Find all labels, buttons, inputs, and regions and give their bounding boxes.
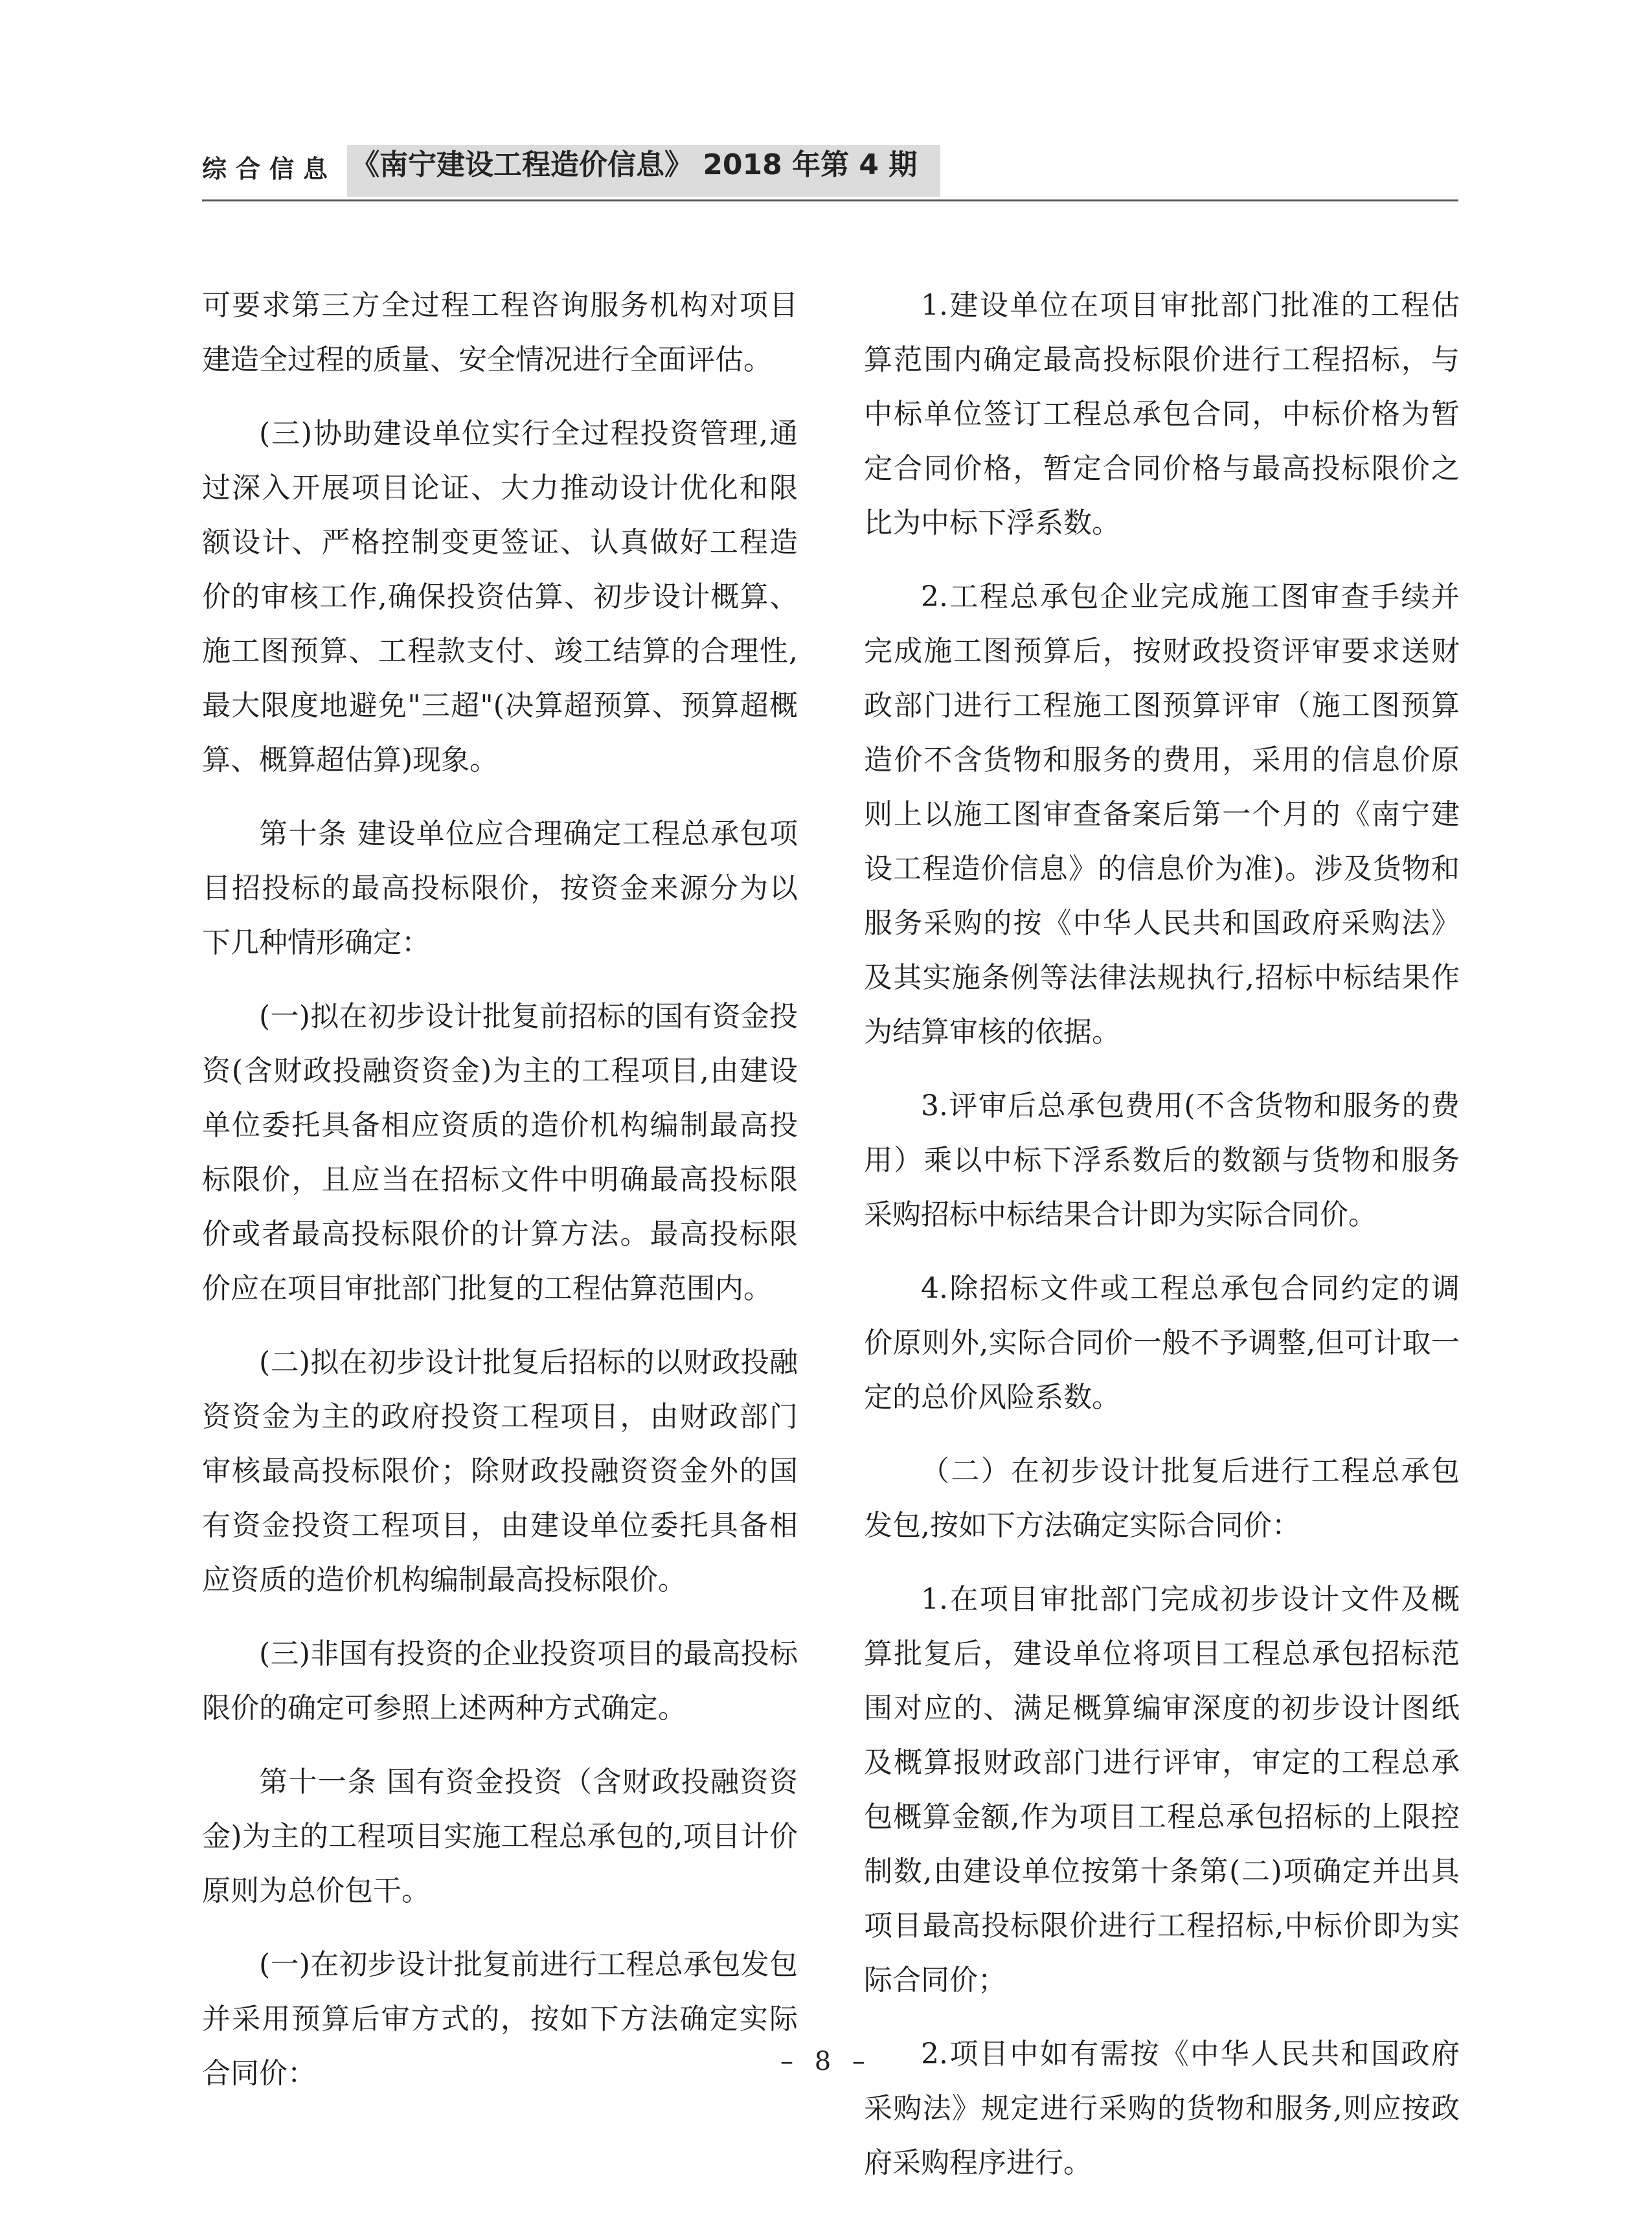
left-column (202, 278, 798, 2120)
paragraph: (二)拟在初步设计批复后招标的以财政投融资资金为主的政府投资工程项目，由财政部门审核最高投标限价；除财政投融资资金外的国有资金投资工程项目，由建设单位委托具备相应资质的造价机构编制最高投标限价。 (202, 1346, 798, 1596)
paragraph: 1.在项目审批部门完成初步设计文件及概算批复后，建设单位将项目工程总承包招标范围对应的、满足概算编审深度的初步设计图纸及概算报财政部门进行评审，审定的工程总承包概算金额,作为项目工程总承包招标的上限控制数,由建设单位按第十条第(二)项确定并出具项目最高投标限价进行工程招标,中标价即为实际合同价； (864, 1583, 1460, 1997)
paragraph: 2.项目中如有需按《中华人民共和国政府采购法》规定进行采购的货物和服务,则应按政府采购程序进行。 (864, 2038, 1460, 2179)
paragraph: (一)在初步设计批复前进行工程总承包发包并采用预算后审方式的，按如下方法确定实际合同价： (202, 1948, 798, 2090)
paragraph: (三)协助建设单位实行全过程投资管理,通过深入开展项目论证、大力推动设计优化和限额设计、严格控制变更签证、认真做好工程造价的审核工作,确保投资估算、初步设计概算、施工图预算、工程款支付、竣工结算的合理性,最大限度地避免"三超"(决算超预算、预算超概算、概算超估算)现象。 (202, 417, 798, 777)
paragraph: 4.除招标文件或工程总承包合同约定的调价原则外,实际合同价一般不予调整,但可计取一定的总价风险系数。 (864, 1272, 1460, 1414)
paragraph: 第十一条 国有资金投资（含财政投融资资金)为主的工程项目实施工程总承包的,项目计价原则为总价包干。 (202, 1766, 798, 1907)
header-section-label: 综合信息 (202, 155, 337, 183)
paragraph: （二）在初步设计批复后进行工程总承包发包,按如下方法确定实际合同价： (864, 1455, 1460, 1542)
paragraph: (一)拟在初步设计批复前招标的国有资金投资(含财政投融资资金)为主的工程项目,由建设单位委托具备相应资质的造价机构编制最高投标限价，且应当在招标文件中明确最高投标限价或者最高投标限价的计算方法。最高投标限价应在项目审批部门批复的工程估算范围内。 (202, 1000, 798, 1305)
paragraph: 1.建设单位在项目审批部门批准的工程估算范围内确定最高投标限价进行工程招标，与中标单位签订工程总承包合同，中标价格为暂定合同价格，暂定合同价格与最高投标限价之比为中标下浮系数。 (864, 289, 1460, 539)
header-publication-title: 《南宁建设工程造价信息》 2018 年第 4 期 (347, 145, 940, 197)
paragraph: 可要求第三方全过程工程咨询服务机构对项目建造全过程的质量、安全情况进行全面评估。 (202, 289, 798, 376)
right-column (864, 278, 1460, 2210)
page-number: – 8 – (780, 2047, 872, 2076)
paragraph: 3.评审后总承包费用(不含货物和服务的费用）乘以中标下浮系数后的数额与货物和服务采购招标中标结果合计即为实际合同价。 (864, 1089, 1460, 1231)
paragraph: (三)非国有投资的企业投资项目的最高投标限价的确定可参照上述两种方式确定。 (202, 1637, 798, 1725)
paragraph: 2.工程总承包企业完成施工图审查手续并完成施工图预算后，按财政投资评审要求送财政部门进行工程施工图预算评审（施工图预算造价不含货物和服务的费用，采用的信息价原则上以施工图审查备案后第一个月的《南宁建设工程造价信息》的信息价为准)。涉及货物和服务采购的按《中华人民共和国政府采购法》及其实施条例等法律法规执行,招标中标结果作为结算审核的依据。 (864, 580, 1460, 1049)
paragraph: 第十条 建设单位应合理确定工程总承包项目招投标的最高投标限价，按资金来源分为以下几种情形确定： (202, 817, 798, 959)
running-header (202, 145, 1458, 201)
